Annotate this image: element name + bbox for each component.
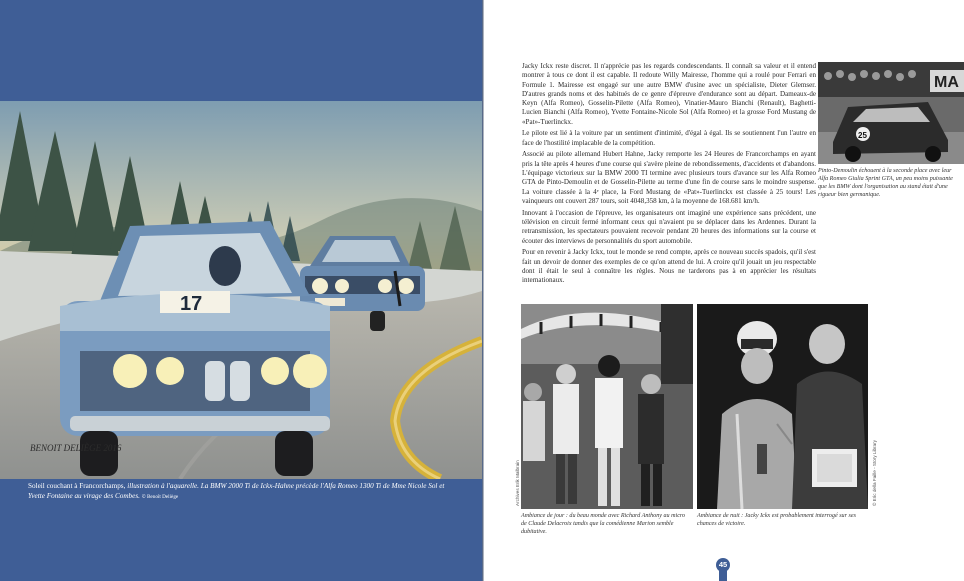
paragraph: Jacky Ickx reste discret. Il n'apprécie pas les regards condescendants. Il connaît sa valeur et il entend montrer à tous ce dont il est capable. Il redoute Willy Mairesse, l'homme qui a roulé pour Ferrari en Formule 1. Mairesse est engagé sur une autre BMW d'usine avec un spécialiste, Dieter Glemser. D'autres grands noms et des habitués de ce genre d'épreuve d'endurance sont au départ. Dameaux-de Keyn (Alfa Romeo), Gosselin-Pilette (Alfa Romeo), Vinatier-Mauro Bianchi (Renault), Baghetti-Lucien Bianchi (Alfa Romeo), Yvette Fontaine-Nicole Sol (Alfa Romeo) et la grosse Ford Mustang de «Pat»-Tuerlinckx.: [522, 62, 816, 126]
page-number-tab: [719, 570, 727, 581]
page-number: 45: [716, 558, 730, 572]
caption-credit: © Benoît Deliège: [141, 493, 179, 500]
caption-day-ambiance: Ambiance de jour : du beau monde avec Richard Anthony au micro de Claude Delacroix tandis que la comédienne Marion semble dubitative.: [521, 513, 686, 536]
credit-night-photo: © Eric della Faille - Story Library: [872, 440, 877, 506]
photo-alfa-gta: [818, 62, 964, 164]
svg-text:MA: MA: [934, 74, 959, 91]
caption-italic: illustration à l'aquarelle. La BMW 2000 Ti de Ickx-Hahne précède l'Alfa Romeo 1300 Ti de Mme Nicole Sol et Yvette Fontaine au virage des Combes.: [28, 482, 445, 500]
paragraph: Pour en revenir à Jacky Ickx, tout le monde se rend compte, après ce nouveau succès spadois, qu'il s'est fait un devoir de donner des exemples de ce qu'on attend de lui. A croire qu'il jouait un jeu respectable dont il était le seul à connaître les règles. Nous ne tarderons pas à en apprécier les résultats internationaux.: [522, 248, 816, 285]
body-text: [522, 62, 816, 288]
race-illustration: [0, 101, 482, 479]
credit-day-photo: Archives Erik Malbrain: [515, 460, 520, 506]
car-number: 17: [180, 293, 203, 315]
illustration-caption: [28, 482, 458, 502]
caption-night-ambiance: Ambiance de nuit : Jacky Ickx est probablement interrogé sur ses chances de victoire.: [697, 513, 856, 528]
paragraph: Associé au pilote allemand Hubert Hahne, Jacky remporte les 24 Heures de Francorchamps en ayant pris la tête après 4 heures d'une course qui s'avère pleine de rebondissements, d'accidents et d'abandons. L'équipage victorieux sur la BMW 2000 TI termine avec plusieurs tours d'avance sur les Alfa Romeo GTA de Pinto-Demoulin et de Gosselin-Pilette au terme d'une fin de course sans le moindre suspense. La voiture classée à la 4ᵉ place, la Ford Mustang de «Pat»-Tuerlinckx est classée à 25 tours! Les vainqueurs ont couvert 287 tours, soit 4048,358 km, à la moyenne de 168.681 km/h.: [522, 150, 816, 205]
photo-day-ambiance: [521, 304, 693, 509]
paragraph: Le pilote est lié à la voiture par un sentiment d'intimité, d'égal à égal. Ils se soutiennent l'un l'autre en face de l'hostilité implacable de la compétition.: [522, 129, 816, 147]
caption-lead: Soleil couchant à Francorchamps,: [28, 482, 126, 490]
alfa-car-number: 25: [858, 131, 867, 140]
artist-signature: BENOIT DELIÈGE 2016: [30, 443, 122, 453]
paragraph: Innovant à l'occasion de l'épreuve, les organisateurs ont imaginé une expérience sans précédent, une télévision en circuit fermé informant ceux qui n'avaient pu se déplacer dans les Ardennes. Durant la retransmission, les spectateurs pouvaient recevoir pendant 20 heures des informations sur la course et écouter des interviews de personnalités du sport automobile.: [522, 208, 816, 245]
caption-alfa-gta: Pinto-Demoulin échouent à la seconde place avec leur Alfa Romeo Giulia Sprint GTA, un peu moins puissante que les BMW dont l'organisation au stand était d'une rigueur bien germanique.: [818, 168, 953, 199]
photo-night-ambiance: [697, 304, 868, 509]
